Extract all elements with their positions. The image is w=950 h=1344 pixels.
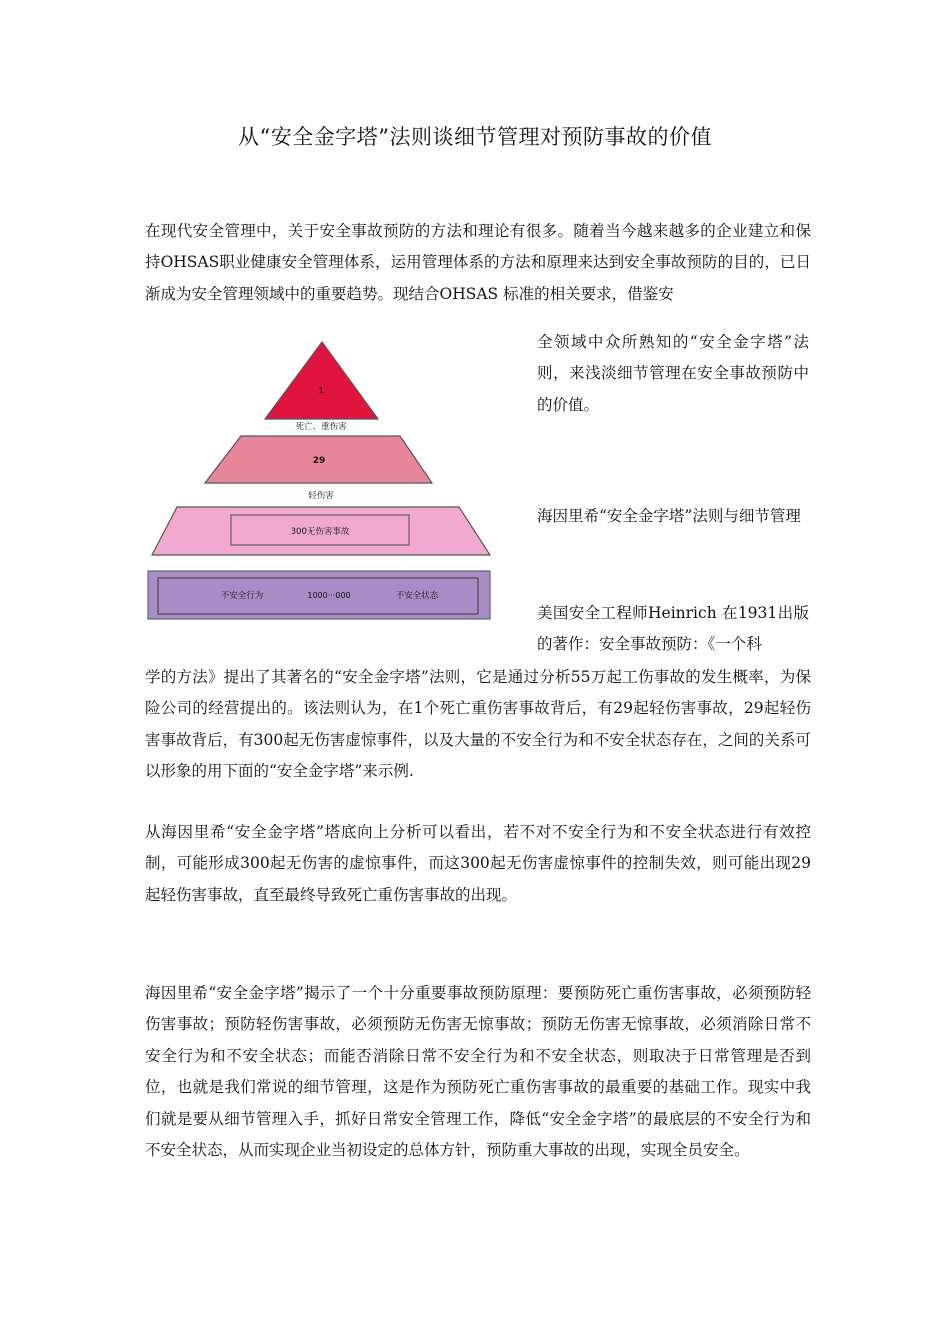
page-title: 从“安全金字塔”法则谈细节管理对预防事故的价值	[238, 125, 712, 149]
intro-paragraph: 在现代安全管理中，关于安全事故预防的方法和理论有很多。随着当今越来越多的企业建立和保持OHSAS职业健康安全管理体系，运用管理体系的方法和原理来达到安全事故预防的目的，已日渐成为安全管理领域中的重要趋势。现结合OHSAS 标准的相关要求，借鉴安	[145, 222, 811, 303]
pyramid-base-left: 不安全行为	[220, 591, 264, 601]
pyramid-base-right: 不安全状态	[395, 591, 439, 601]
pyramid-third-label: 300无伤害事故	[290, 527, 350, 537]
section-heading: 海因里希“安全金字塔”法则与细节管理	[537, 507, 801, 525]
safety-pyramid-figure	[143, 335, 495, 625]
intro-side-text: 全领域中众所熟知的“安全金字塔”法则，来浅淡细节管理在安全事故预防中的价值。	[537, 333, 809, 414]
pyramid-top-label: 死亡、重伤害	[295, 422, 347, 432]
heinrich-side-text: 美国安全工程师Heinrich 在1931出版的著作：安全事故预防：《一个科	[537, 604, 809, 654]
pyramid-second-value: 29	[312, 456, 326, 466]
pyramid-base-mid: 1000···000	[307, 591, 351, 600]
conclusion-paragraph: 海因里希“安全金字塔”揭示了一个十分重要事故预防原理：要预防死亡重伤害事故，必须预防轻伤害事故；预防轻伤害事故，必须预防无伤害无惊事故；预防无伤害无惊事故，必须消除日常不安全行为和不安全状态；而能否消除日常不安全行为和不安全状态，则取决于日常管理是否到位，也就是我们常说的细节管理，这是作为预防死亡重伤害事故的最重要的基础工作。现实中我们就是要从细节管理入手，抓好日常安全管理工作，降低“安全金字塔”的最底层的不安全行为和不安全状态，从而实现企业当初设定的总体方针，预防重大事故的出现，实现全员安全。	[145, 984, 811, 1160]
pyramid-top-layer	[265, 342, 378, 419]
pyramid-top-value: 1	[318, 386, 324, 395]
analysis-paragraph: 从海因里希“安全金字塔”塔底向上分析可以看出，若不对不安全行为和不安全状态进行有效控制，可能形成300起无伤害的虚惊事件，而这300起无伤害虚惊事件的控制失效，则可能出现29起轻伤害事故，直至最终导致死亡重伤害事故的出现。	[145, 823, 811, 904]
heinrich-paragraph: 学的方法》提出了其著名的“安全金字塔”法则，它是通过分析55万起工伤事故的发生概率，为保险公司的经营提出的。该法则认为，在1个死亡重伤害事故背后，有29起轻伤害事故，29起轻伤害事故背后，有300起无伤害虚惊事件，以及大量的不安全行为和不安全状态存在，之间的关系可以形象的用下面的“安全金字塔”来示例.	[145, 668, 811, 781]
pyramid-second-label: 轻伤害	[308, 491, 334, 501]
